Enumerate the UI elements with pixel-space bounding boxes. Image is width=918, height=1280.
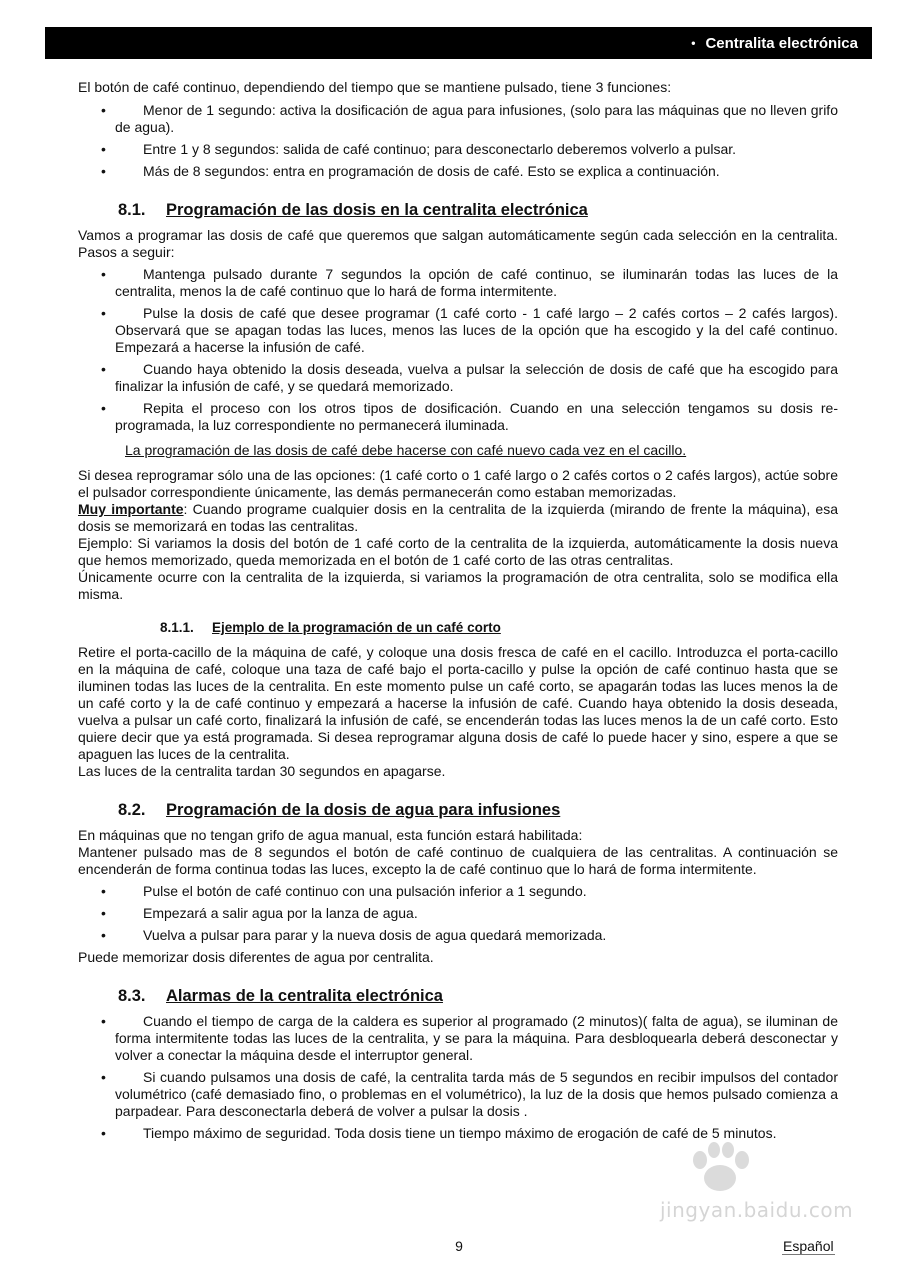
subsection-number: 8.1.1. xyxy=(160,620,194,635)
section-8-2-heading xyxy=(118,802,838,819)
only-left-paragraph: Únicamente ocurre con la centralita de la izquierda, si variamos la programación de otra centralita, solo se modifica ella misma. xyxy=(78,569,838,602)
baidu-watermark xyxy=(660,1140,870,1240)
list-item: • Empezará a salir agua por la lanza de agua. xyxy=(115,905,838,922)
important-label: Muy importante xyxy=(78,501,184,517)
section-title: Alarmas de la centralita electrónica xyxy=(166,987,443,1005)
example-paragraph: Ejemplo: Si variamos la dosis del botón de 1 café corto de la centralita de la izquierda, automáticamente la dosis nueva que hemos memorizado, queda memorizada en el botón de 1 café corto de las otras centralitas. xyxy=(78,535,838,568)
list-item: • Menor de 1 segundo: activa la dosificación de agua para infusiones, (solo para las máquinas que no lleven grifo de agua). xyxy=(115,102,838,136)
water-outro: Puede memorizar dosis diferentes de agua por centralita. xyxy=(78,949,434,965)
header-bar xyxy=(45,27,872,59)
paw-icon xyxy=(660,1140,780,1200)
list-item: • Cuando el tiempo de carga de la caldera es superior al programado (2 minutos)( falta de agua), se iluminan de forma intermitente todas las luces de la centralita, y se para la máquina. Para desbloquearla deberá desconectar y volver a conectar la máquina desde el interruptor general. xyxy=(115,1013,838,1064)
list-item: • Entre 1 y 8 segundos: salida de café continuo; para desconectarlo deberemos volverlo a pulsar. xyxy=(115,141,838,158)
section-8-2-steps xyxy=(115,883,838,944)
important-text: : Cuando programe cualquier dosis en la centralita de la izquierda (mirando de frente la máquina), esa dosis se memorizará en todas las centralitas. xyxy=(78,501,838,534)
list-item: • Pulse el botón de café continuo con una pulsación inferior a 1 segundo. xyxy=(115,883,838,900)
section-8-3-alarms xyxy=(115,1013,838,1142)
footer-language: Español xyxy=(783,1238,834,1254)
section-number: 8.3. xyxy=(118,987,146,1005)
list-item: • Si cuando pulsamos una dosis de café, la centralita tarda más de 5 segundos en recibir impulsos del contador volumétrico (café demasiado fino, o problemas en el volumétrico), la luz de la dosis que hemos pulsado comienza a parpadear. Para desconectarla deberá de volver a pulsar la dosis . xyxy=(115,1069,838,1120)
reprogram-paragraph: Si desea reprogramar sólo una de las opciones: (1 café corto o 1 café largo o 2 cafés cortos o 2 cafés largos), actúe sobre el pulsador correspondiente únicamente, las demás permanecerán como estaban memorizadas. xyxy=(78,467,838,500)
section-title: Programación de las dosis en la centralita electrónica xyxy=(166,201,588,219)
header-bullet: • xyxy=(691,36,696,50)
list-item: • Cuando haya obtenido la dosis deseada, vuelva a pulsar la selección de dosis de café que ha escogido para finalizar la infusión de café, y se quedará memorizado. xyxy=(115,361,838,395)
list-item: • Repita el proceso con los otros tipos de dosificación. Cuando en una selección tengamos su dosis re-programada, la luz correspondiente no permanecerá iluminada. xyxy=(115,400,838,434)
section-number: 8.2. xyxy=(118,801,146,819)
list-item: • Vuelva a pulsar para parar y la nueva dosis de agua quedará memorizada. xyxy=(115,927,838,944)
section-number: 8.1. xyxy=(118,201,146,219)
lights-off-paragraph: Las luces de la centralita tardan 30 segundos en apagarse. xyxy=(78,763,446,779)
water-line-2: Mantener pulsado mas de 8 segundos el botón de café continuo de cualquiera de las centralitas. A continuación se encenderán de forma continua todas las luces, excepto la de café continuo que lo hará de forma intermitente. xyxy=(78,844,838,877)
list-item: • Tiempo máximo de seguridad. Toda dosis tiene un tiempo máximo de erogación de café de 5 minutos. xyxy=(115,1125,838,1142)
short-coffee-paragraph: Retire el porta-cacillo de la máquina de café, y coloque una dosis fresca de café en el cacillo. Introduzca el porta-cacillo en la máquina de café, coloque una taza de café bajo el porta-cacillo y pulse la opción de café continuo hasta que se iluminen todas las luces de la centralita. En este momento pulse un café corto, se apagarán todas las luces menos la de un café corto y la de café continuo y empezará a hacerse la infusión de café. Cuando haya obtenido la dosis deseada, vuelva a pulsar un café corto, finalizará la infusión de café, se encenderán todas las luces menos la de un café corto. Esto quiere decir que ya está programada. Si desea reprogramar alguna dosis de café lo puede hacer y sino, espere a que se apaguen las luces de la centralita. xyxy=(78,644,838,762)
list-item: • Mantenga pulsado durante 7 segundos la opción de café continuo, se iluminarán todas las luces de la centralita, menos la de café continuo que lo hará de forma intermitente. xyxy=(115,266,838,300)
section-8-1-steps xyxy=(115,266,838,434)
header-title: Centralita electrónica xyxy=(705,34,858,52)
intro-text: El botón de café continuo, dependiendo del tiempo que se mantiene pulsado, tiene 3 funciones: xyxy=(78,79,672,95)
watermark-text: jingyan.baidu.com xyxy=(660,1198,854,1222)
page-content xyxy=(78,79,838,1147)
list-item: • Más de 8 segundos: entra en programación de dosis de café. Esto se explica a continuación. xyxy=(115,163,838,180)
subsection-title: Ejemplo de la programación de un café corto xyxy=(212,620,501,635)
programming-note: La programación de las dosis de café debe hacerse con café nuevo cada vez en el cacillo. xyxy=(125,442,687,458)
page-number: 9 xyxy=(455,1238,463,1254)
section-8-3-heading xyxy=(118,988,838,1005)
section-8-1-1-heading xyxy=(160,619,838,636)
section-title: Programación de la dosis de agua para infusiones xyxy=(166,801,561,819)
section-8-1-intro: Vamos a programar las dosis de café que queremos que salgan automáticamente según cada selección en la centralita. Pasos a seguir: xyxy=(78,227,838,260)
water-line-1: En máquinas que no tengan grifo de agua manual, esta función estará habilitada: xyxy=(78,827,583,843)
important-paragraph xyxy=(78,501,838,535)
intro-list xyxy=(115,102,838,180)
list-item: • Pulse la dosis de café que desee programar (1 café corto - 1 café largo – 2 cafés cortos – 2 cafés largos). Observará que se apagan todas las luces, menos las luces de la opción que ha escogido y la del café continuo. Empezará a hacerse la infusión de café. xyxy=(115,305,838,356)
section-8-1-heading xyxy=(118,202,838,219)
